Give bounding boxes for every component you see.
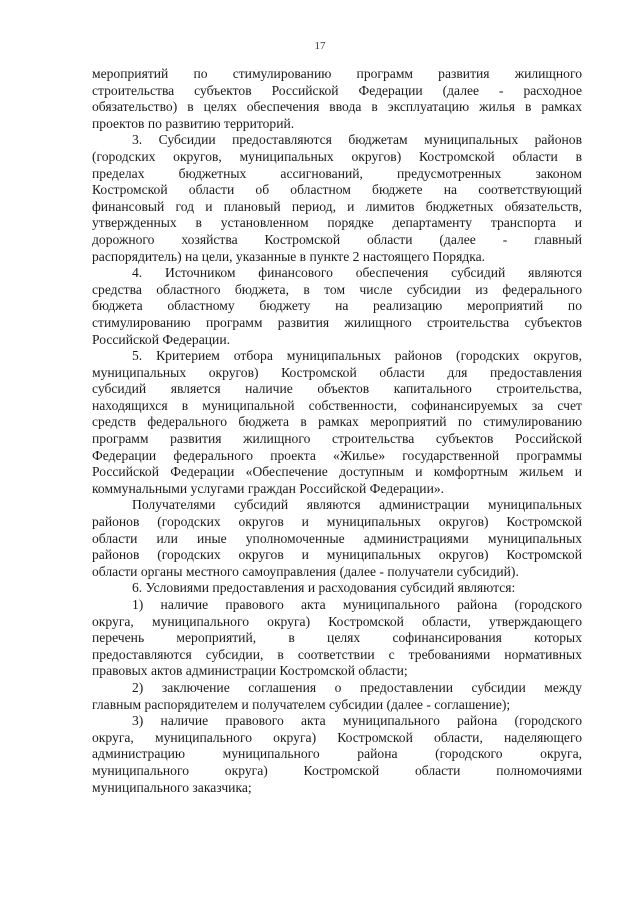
text-line: Российской Федерации «Обеспечение доступным и комфортным жильем и <box>92 464 582 480</box>
text-line: 6. Условиями предоставления и расходования субсидий являются: <box>132 580 516 596</box>
text-line: утвержденных в установленном порядке департаменту транспорта и <box>92 215 582 231</box>
text-line: строительства субъектов Российской Федерации (далее - расходное <box>92 82 582 98</box>
text-line: Федерации федерального проекта «Жилье» государственной программы <box>92 447 582 463</box>
text-line: 5. Критерием отбора муниципальных районов (городских округов, <box>132 348 582 364</box>
page-number: 17 <box>314 40 326 52</box>
text-line: 3) наличие правового акта муниципального района (городского <box>132 713 582 729</box>
text-line: программ развития жилищного строительства субъектов Российской <box>92 431 582 447</box>
text-line: районов (городских округов и муниципальных округов) Костромской <box>92 514 582 530</box>
text-line: Костромской области об областном бюджете на соответствующий <box>92 182 582 198</box>
text-line: области или иные уполномоченные администрациями муниципальных <box>92 530 582 546</box>
paragraph <box>92 597 582 680</box>
text-line: области органы местного самоуправления (далее - получатели субсидий). <box>92 563 519 579</box>
paragraph <box>92 680 582 713</box>
paragraph <box>92 497 582 580</box>
text-line: муниципального заказчика; <box>92 779 252 795</box>
text-line: главным распорядителем и получателем субсидии (далее - соглашение); <box>92 696 511 712</box>
text-line: средства областного бюджета, в том числе субсидии из федерального <box>92 281 582 297</box>
text-line: перечень мероприятий, в целях софинансирования которых <box>92 630 582 646</box>
text-line: муниципальных округов) Костромской области для предоставления <box>92 364 582 380</box>
text-line: пределах бюджетных ассигнований, предусмотренных законом <box>92 165 582 181</box>
text-line: 4. Источником финансового обеспечения субсидий являются <box>132 265 582 281</box>
text-line: 3. Субсидии предоставляются бюджетам муниципальных районов <box>132 132 582 148</box>
text-line: муниципального округа) Костромской области полномочиями <box>92 762 582 778</box>
document-body <box>92 66 582 796</box>
text-line: мероприятий по стимулированию программ развития жилищного <box>92 66 582 81</box>
text-line: 2) заключение соглашения о предоставлении субсидии между <box>132 679 582 695</box>
text-line: правовых актов администрации Костромской области; <box>92 663 408 679</box>
text-line: проектов по развитию территорий. <box>92 115 295 131</box>
text-line: дорожного хозяйства Костромской области (далее - главный <box>92 231 582 247</box>
text-line: находящихся в муниципальной собственности, софинансируемых за счет <box>92 397 582 413</box>
text-line: (городских округов, муниципальных округов) Костромской области в <box>92 148 582 164</box>
text-line: предоставляются субсидии, в соответствии с требованиями нормативных <box>92 646 582 662</box>
text-line: распорядитель) на цели, указанные в пункте 2 настоящего Порядка. <box>92 248 486 264</box>
paragraph <box>92 348 582 497</box>
text-line: Российской Федерации. <box>92 331 230 347</box>
text-line: 1) наличие правового акта муниципального района (городского <box>132 597 582 612</box>
text-line: обязательство) в целях обеспечения ввода в эксплуатацию жилья в рамках <box>92 99 582 115</box>
text-line: округа, муниципального округа) Костромской области, наделяющего <box>92 729 582 745</box>
text-line: бюджета областному бюджету на реализацию мероприятий по <box>92 298 582 314</box>
text-line: Получателями субсидий являются администрации муниципальных <box>132 497 582 513</box>
text-line: администрацию муниципального района (городского округа, <box>92 746 582 762</box>
paragraph <box>92 66 582 132</box>
text-line: финансовый год и плановый период, и лимитов бюджетных обязательств, <box>92 198 582 214</box>
text-line: стимулированию программ развития жилищного строительства субъектов <box>92 314 582 330</box>
text-line: субсидий является наличие объектов капитального строительства, <box>92 381 582 397</box>
text-line: округа, муниципального округа) Костромской области, утверждающего <box>92 613 582 629</box>
text-line: коммунальными услугами граждан Российской Федерации». <box>92 480 445 496</box>
text-line: средств федерального бюджета в рамках мероприятий по стимулированию <box>92 414 582 430</box>
paragraph <box>92 265 582 348</box>
text-line: районов (городских округов и муниципальных округов) Костромской <box>92 547 582 563</box>
paragraph <box>92 580 582 597</box>
paragraph <box>92 132 582 265</box>
paragraph <box>92 713 582 796</box>
